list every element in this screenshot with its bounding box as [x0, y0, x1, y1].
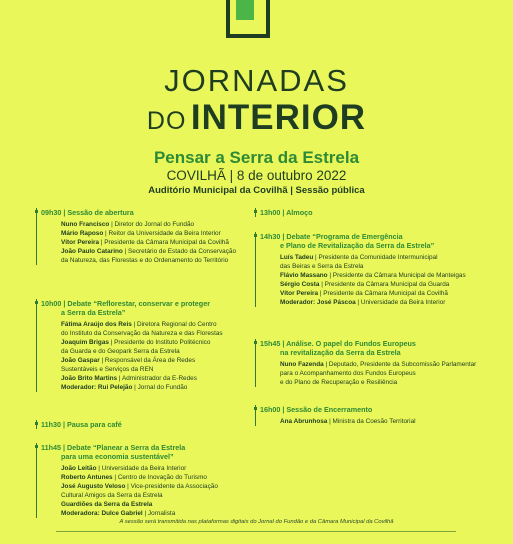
program-right-column [254, 208, 489, 426]
speaker-line: da Guarda e do Geopark Serra da Estrela [61, 348, 180, 355]
speaker-line: das Beiras e Serra da Estrela [280, 263, 364, 270]
speaker-line: do Instituto da Conservação da Natureza e das Florestas [61, 330, 223, 337]
session-heading: 09h30 | Sessão de abertura [41, 208, 134, 217]
session-heading: 11h30 | Pausa para café [41, 420, 122, 429]
program-block [255, 339, 489, 387]
block-marker [35, 210, 38, 213]
title-do: DO [146, 107, 187, 135]
speaker-line: Joaquim Brigas | Presidente do Instituto Politécnico [61, 339, 211, 346]
program-block [36, 208, 260, 265]
block-marker [35, 301, 38, 304]
speaker-line: Vítor Pereira | Presidente da Câmara Municipal da Covilhã [280, 290, 448, 297]
speaker-line: da Natureza, das Florestas e do Ordenamento do Território [61, 257, 229, 264]
session-heading: 10h00 | Debate “Reflorestar, conservar e proteger [41, 299, 210, 308]
program-block [36, 443, 260, 518]
speaker-line: Ana Abrunhosa | Ministra da Coesão Territorial [280, 418, 416, 425]
speaker-line: Sérgio Costa | Presidente da Câmara Municipal da Guarda [280, 281, 450, 288]
footer-divider [56, 531, 456, 532]
session-heading-cont: para uma economia sustentável” [61, 452, 174, 461]
program-block [36, 420, 260, 429]
block-marker [254, 210, 257, 213]
speaker-line: João Leitão | Universidade da Beira Interior [61, 465, 187, 472]
speaker-line: Moderador: Rui Pelejão | Jornal do Fundão [61, 384, 188, 391]
speaker-line: para o Acompanhamento dos Fundos Europeus [280, 370, 416, 377]
speaker-line: João Paulo Catarino | Secretário de Estado da Conservação [61, 248, 237, 255]
session-heading-cont: a Serra da Estrela” [61, 308, 126, 317]
session-heading: 16h00 | Sessão de Encerramento [260, 405, 373, 414]
speaker-line: Guardiões da Serra da Estrela [61, 501, 153, 508]
session-heading: 11h45 | Debate “Planear a Serra da Estrela [41, 443, 186, 452]
speaker-line: Fátima Araújo dos Reis | Diretora Regional do Centro [61, 321, 217, 328]
speaker-line: João Gaspar | Responsável da Área de Redes [61, 357, 196, 364]
subtitle: Pensar a Serra da Estrela [153, 148, 360, 167]
block-marker [254, 234, 257, 237]
speaker-line: Moderador: José Páscoa | Universidade da Beira Interior [280, 299, 446, 306]
speaker-line: Roberto Antunes | Centro de Inovação do Turismo [61, 474, 207, 481]
speaker-line: Cultural Amigos da Serra da Estrela [61, 492, 163, 499]
session-heading: 15h45 | Análise. O papel do Fundos Europeus [260, 339, 416, 348]
speaker-line: Nuno Francisco | Diretor do Jornal do Fundão [61, 221, 195, 228]
speaker-line: Flávio Massano | Presidente da Câmara Municipal de Manteigas [280, 272, 466, 279]
session-heading-cont: na revitalização da Serra da Estrela [280, 348, 401, 357]
block-marker [254, 407, 257, 410]
speaker-line: Mário Raposo | Reitor da Universidade da Beira Interior [61, 230, 221, 237]
program-left-column [35, 208, 260, 518]
program-block [255, 405, 489, 426]
logo-icon [226, 0, 270, 38]
speaker-line: e do Plano de Recuperação e Resiliência [280, 379, 398, 386]
program-block [255, 232, 489, 307]
session-heading-cont: e Plano de Revitalização da Serra da Estrela” [280, 241, 435, 250]
speaker-line: Moderadora: Dulce Gabriel | Jornalista [61, 510, 176, 517]
title-interior: INTERIOR [190, 98, 367, 137]
footer-note: A sessão será transmitida nas plataformas digitais do Jornal do Fundão e da Câmara Municipal da Covilhã [119, 519, 394, 525]
program-block [36, 299, 260, 392]
session-heading: 13h00 | Almoço [260, 208, 313, 217]
speaker-line: José Augusto Veloso | Vice-presidente da Associação [61, 483, 218, 490]
title-do-interior [0, 99, 513, 144]
block-marker [254, 341, 257, 344]
speaker-line: Sustentáveis e Serviços da REN [61, 366, 154, 373]
session-heading: 14h30 | Debate “Programa de Emergência [260, 232, 403, 241]
dateline: COVILHÃ | 8 de outubro 2022 [166, 168, 347, 183]
speaker-line: Vítor Pereira | Presidente da Câmara Municipal da Covilhã [61, 239, 229, 246]
block-marker [35, 422, 38, 425]
speaker-line: Nuno Fazenda | Deputado, Presidente da Subcomissão Parlamentar [280, 361, 477, 368]
speaker-line: João Brito Martins | Administrador da E-Redes [61, 375, 197, 382]
venue: Auditório Municipal da Covilhã | Sessão pública [148, 185, 365, 196]
speaker-line: Luís Tadeu | Presidente da Comunidade Intermunicipal [280, 254, 438, 261]
block-marker [35, 445, 38, 448]
title-jornadas: JORNADAS [164, 63, 349, 98]
program-block [255, 208, 489, 217]
